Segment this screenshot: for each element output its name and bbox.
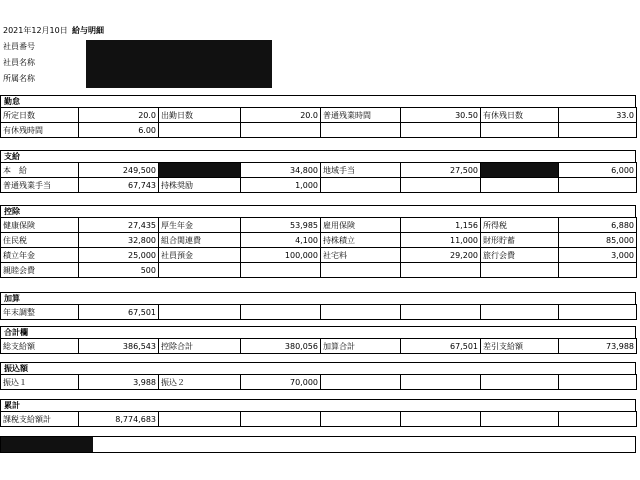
- employee-number-label: 社員番号: [3, 42, 35, 51]
- item-label: 普通残業時間: [321, 108, 401, 123]
- item-value: 1,156: [401, 218, 481, 233]
- item-label: [321, 412, 401, 427]
- item-value: 20.0: [79, 108, 159, 123]
- item-value: 1,000: [241, 178, 321, 193]
- item-label: [321, 375, 401, 390]
- table-row: [1, 263, 637, 278]
- item-value: [241, 263, 321, 278]
- table-row: [1, 412, 637, 427]
- section-table: [0, 162, 637, 193]
- item-value: [401, 305, 481, 320]
- item-label: 所定日数: [1, 108, 79, 123]
- item-label: 本 給: [1, 163, 79, 178]
- item-label: 健康保険: [1, 218, 79, 233]
- item-value: 6,880: [559, 218, 637, 233]
- table-row: [1, 218, 637, 233]
- item-value: 3,988: [79, 375, 159, 390]
- item-value: [401, 123, 481, 138]
- table-row: [1, 123, 637, 138]
- table-row: [1, 248, 637, 263]
- item-value: 73,988: [559, 339, 637, 354]
- item-label: 控除合計: [159, 339, 241, 354]
- item-value: 380,056: [241, 339, 321, 354]
- item-label: 年末調整: [1, 305, 79, 320]
- payslip-title: 給与明細: [72, 26, 104, 35]
- item-label: 出勤日数: [159, 108, 241, 123]
- item-label: [481, 178, 559, 193]
- item-label: 旅行会費: [481, 248, 559, 263]
- item-label: 社宅料: [321, 248, 401, 263]
- item-label: 持株奨励: [159, 178, 241, 193]
- item-value: 33.0: [559, 108, 637, 123]
- item-label: 有休残日数: [481, 108, 559, 123]
- item-value: 70,000: [241, 375, 321, 390]
- item-value: [241, 123, 321, 138]
- section-table: [0, 411, 637, 427]
- redacted-cell: [481, 163, 559, 178]
- item-label: [481, 375, 559, 390]
- item-value: 27,500: [401, 163, 481, 178]
- item-label: [321, 263, 401, 278]
- payslip-date: 2021年12月10日: [3, 26, 68, 35]
- section-table: [0, 217, 637, 278]
- item-value: [559, 412, 637, 427]
- item-label: 住民税: [1, 233, 79, 248]
- item-label: 組合関連費: [159, 233, 241, 248]
- item-value: [559, 123, 637, 138]
- item-value: 11,000: [401, 233, 481, 248]
- table-row: [1, 163, 637, 178]
- item-value: 29,200: [401, 248, 481, 263]
- item-label: 有休残時間: [1, 123, 79, 138]
- item-label: 地域手当: [321, 163, 401, 178]
- section-title: 振込額: [0, 362, 636, 374]
- item-value: 8,774,683: [79, 412, 159, 427]
- section-table: [0, 304, 637, 320]
- item-label: [321, 178, 401, 193]
- redacted-cell: [159, 163, 241, 178]
- item-label: [481, 263, 559, 278]
- item-label: [481, 305, 559, 320]
- item-label: 振込１: [1, 375, 79, 390]
- item-value: 67,501: [401, 339, 481, 354]
- item-value: 20.0: [241, 108, 321, 123]
- item-value: 4,100: [241, 233, 321, 248]
- department-label: 所属名称: [3, 74, 35, 83]
- item-value: [401, 375, 481, 390]
- item-value: 85,000: [559, 233, 637, 248]
- item-label: [481, 123, 559, 138]
- table-row: [1, 233, 637, 248]
- item-label: [481, 412, 559, 427]
- item-value: 67,743: [79, 178, 159, 193]
- item-value: 27,435: [79, 218, 159, 233]
- item-value: [401, 263, 481, 278]
- item-value: [559, 305, 637, 320]
- item-value: [559, 375, 637, 390]
- item-value: 6,000: [559, 163, 637, 178]
- item-label: [159, 263, 241, 278]
- redacted-employee-info: [86, 40, 272, 88]
- item-value: [559, 263, 637, 278]
- item-value: 32,800: [79, 233, 159, 248]
- section-table: [0, 338, 637, 354]
- item-label: 親睦会費: [1, 263, 79, 278]
- table-row: [1, 178, 637, 193]
- item-label: 社員預金: [159, 248, 241, 263]
- item-value: 67,501: [79, 305, 159, 320]
- item-label: [321, 123, 401, 138]
- item-label: 所得税: [481, 218, 559, 233]
- item-label: 持株積立: [321, 233, 401, 248]
- item-value: 53,985: [241, 218, 321, 233]
- item-label: [159, 305, 241, 320]
- table-row: [1, 339, 637, 354]
- item-value: 6.00: [79, 123, 159, 138]
- item-label: 課税支給額計: [1, 412, 79, 427]
- item-value: 25,000: [79, 248, 159, 263]
- item-label: 雇用保険: [321, 218, 401, 233]
- item-value: [241, 412, 321, 427]
- item-label: 普通残業手当: [1, 178, 79, 193]
- section-title: 加算: [0, 292, 636, 304]
- section-title: 控除: [0, 205, 636, 217]
- item-label: 加算合計: [321, 339, 401, 354]
- section-table: [0, 107, 637, 138]
- item-value: 500: [79, 263, 159, 278]
- section-table: [0, 374, 637, 390]
- item-value: [241, 305, 321, 320]
- item-label: 差引支給額: [481, 339, 559, 354]
- employee-name-label: 社員名称: [3, 58, 35, 67]
- item-value: 30.50: [401, 108, 481, 123]
- section-title: 合計欄: [0, 326, 636, 338]
- item-value: 3,000: [559, 248, 637, 263]
- item-value: [401, 412, 481, 427]
- item-label: 積立年金: [1, 248, 79, 263]
- item-value: 34,800: [241, 163, 321, 178]
- footer-bar: [0, 436, 636, 453]
- item-label: 振込２: [159, 375, 241, 390]
- item-value: 100,000: [241, 248, 321, 263]
- item-value: 386,543: [79, 339, 159, 354]
- item-value: 249,500: [79, 163, 159, 178]
- table-row: [1, 375, 637, 390]
- item-label: [321, 305, 401, 320]
- item-value: [401, 178, 481, 193]
- table-row: [1, 108, 637, 123]
- table-row: [1, 305, 637, 320]
- item-value: [559, 178, 637, 193]
- item-label: 財形貯蓄: [481, 233, 559, 248]
- redacted-footer: [1, 437, 93, 452]
- item-label: 総支給額: [1, 339, 79, 354]
- item-label: [159, 412, 241, 427]
- item-label: [159, 123, 241, 138]
- item-label: 厚生年金: [159, 218, 241, 233]
- section-title: 支給: [0, 150, 636, 162]
- section-title: 累計: [0, 399, 636, 411]
- section-title: 勤怠: [0, 95, 636, 107]
